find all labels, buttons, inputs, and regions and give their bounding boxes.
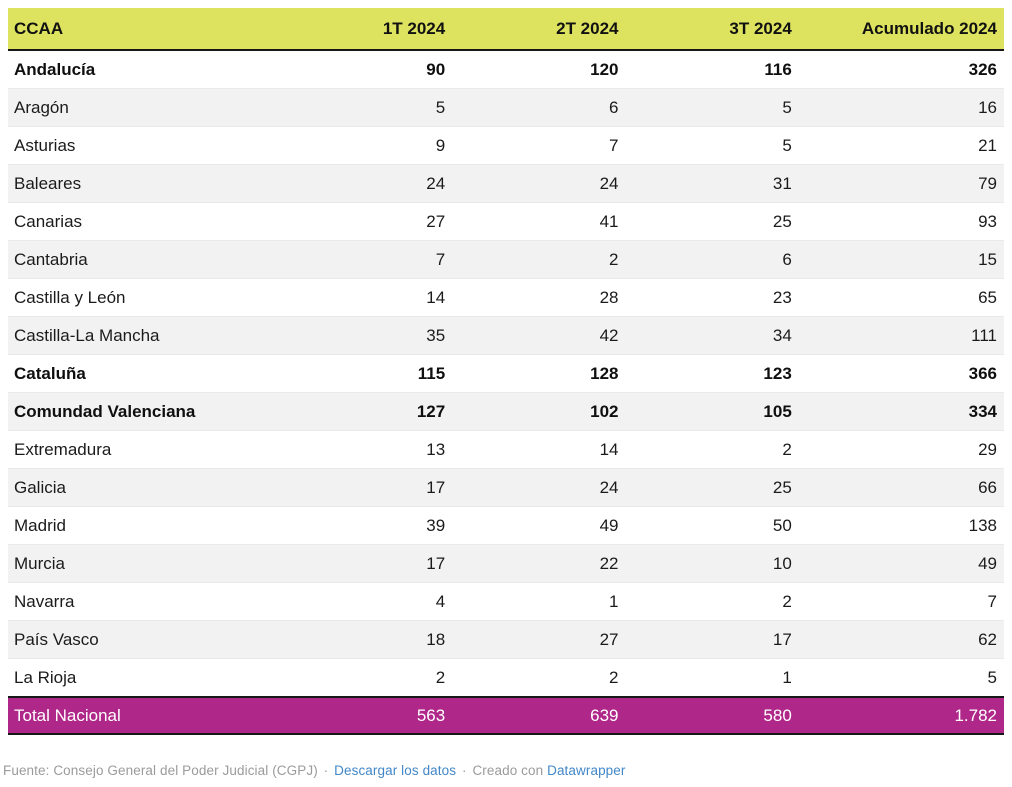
- ccaa-cell: Canarias: [8, 203, 279, 241]
- value-cell: 24: [452, 165, 625, 203]
- value-cell: 13: [279, 431, 452, 469]
- value-cell: 41: [452, 203, 625, 241]
- value-cell: 34: [626, 317, 799, 355]
- table-row: [8, 89, 1004, 127]
- table-row: [8, 355, 1004, 393]
- ccaa-cell: Castilla-La Mancha: [8, 317, 279, 355]
- ccaa-cell: Baleares: [8, 165, 279, 203]
- ccaa-cell: Cantabria: [8, 241, 279, 279]
- value-cell: 334: [799, 393, 1004, 431]
- value-cell: 366: [799, 355, 1004, 393]
- value-cell: 31: [626, 165, 799, 203]
- value-cell: 6: [452, 89, 625, 127]
- table-row: [8, 127, 1004, 165]
- ccaa-cell: Aragón: [8, 89, 279, 127]
- table-row: [8, 50, 1004, 89]
- column-header-acumulado: Acumulado 2024: [799, 8, 1004, 50]
- value-cell: 66: [799, 469, 1004, 507]
- ccaa-cell: Madrid: [8, 507, 279, 545]
- ccaa-cell: Galicia: [8, 469, 279, 507]
- value-cell: 21: [799, 127, 1004, 165]
- download-data-link[interactable]: Descargar los datos: [334, 763, 457, 778]
- header-row: [8, 8, 1004, 50]
- value-cell: 111: [799, 317, 1004, 355]
- footer-separator: ·: [461, 763, 467, 778]
- value-cell: 5: [626, 127, 799, 165]
- table-row: [8, 393, 1004, 431]
- total-value-cell: 580: [626, 697, 799, 734]
- ccaa-cell: Asturias: [8, 127, 279, 165]
- value-cell: 23: [626, 279, 799, 317]
- footer-separator: ·: [323, 763, 329, 778]
- value-cell: 7: [799, 583, 1004, 621]
- value-cell: 17: [279, 469, 452, 507]
- total-value-cell: 639: [452, 697, 625, 734]
- value-cell: 6: [626, 241, 799, 279]
- value-cell: 1: [452, 583, 625, 621]
- value-cell: 65: [799, 279, 1004, 317]
- value-cell: 2: [452, 241, 625, 279]
- table-row: [8, 469, 1004, 507]
- value-cell: 22: [452, 545, 625, 583]
- value-cell: 24: [279, 165, 452, 203]
- value-cell: 5: [279, 89, 452, 127]
- value-cell: 4: [279, 583, 452, 621]
- column-header-1t-2024: 1T 2024: [279, 8, 452, 50]
- column-header-2t-2024: 2T 2024: [452, 8, 625, 50]
- value-cell: 18: [279, 621, 452, 659]
- value-cell: 14: [279, 279, 452, 317]
- value-cell: 105: [626, 393, 799, 431]
- value-cell: 120: [590, 59, 619, 79]
- ccaa-cell: Navarra: [8, 583, 279, 621]
- table-row: [8, 507, 1004, 545]
- table-row: [8, 241, 1004, 279]
- value-cell: 35: [279, 317, 452, 355]
- column-header-ccaa: CCAA: [8, 8, 279, 50]
- datawrapper-link[interactable]: Datawrapper: [547, 763, 626, 778]
- value-cell: 326: [968, 59, 997, 79]
- table-row: [8, 317, 1004, 355]
- value-cell: 127: [279, 393, 452, 431]
- value-cell: 25: [626, 469, 799, 507]
- value-cell: 7: [452, 127, 625, 165]
- ccaa-cell: Comundad Valenciana: [8, 393, 279, 431]
- column-header-3t-2024: 3T 2024: [626, 8, 799, 50]
- table-row: [8, 431, 1004, 469]
- value-cell: 49: [452, 507, 625, 545]
- value-cell: 9: [279, 127, 452, 165]
- footer: [3, 763, 1004, 778]
- value-cell: 28: [452, 279, 625, 317]
- ccaa-cell: Castilla y León: [8, 279, 279, 317]
- value-cell: 2: [279, 659, 452, 698]
- table-row: [8, 583, 1004, 621]
- value-cell: 24: [452, 469, 625, 507]
- value-cell: 79: [799, 165, 1004, 203]
- source-text: Fuente: Consejo General del Poder Judicial (CGPJ): [3, 763, 318, 778]
- ccaa-cell: Cataluña: [8, 355, 279, 393]
- ccaa-quarterly-table: [8, 8, 1004, 735]
- created-with-text: Creado con: [472, 763, 544, 778]
- value-cell: 138: [799, 507, 1004, 545]
- total-row: [8, 697, 1004, 734]
- value-cell: 10: [626, 545, 799, 583]
- value-cell: 15: [799, 241, 1004, 279]
- value-cell: 27: [279, 203, 452, 241]
- value-cell: 90: [426, 59, 446, 79]
- total-value-cell: 1.782: [799, 697, 1004, 734]
- value-cell: 25: [626, 203, 799, 241]
- table-row: [8, 545, 1004, 583]
- ccaa-cell: Andalucía: [14, 59, 96, 79]
- value-cell: 17: [626, 621, 799, 659]
- value-cell: 5: [626, 89, 799, 127]
- value-cell: 50: [626, 507, 799, 545]
- table-row: [8, 621, 1004, 659]
- table-row: [8, 659, 1004, 698]
- value-cell: 123: [626, 355, 799, 393]
- value-cell: 1: [626, 659, 799, 698]
- value-cell: 42: [452, 317, 625, 355]
- ccaa-cell: Murcia: [8, 545, 279, 583]
- value-cell: 7: [279, 241, 452, 279]
- value-cell: 116: [764, 59, 792, 79]
- ccaa-cell: La Rioja: [8, 659, 279, 698]
- total-value-cell: 563: [279, 697, 452, 734]
- value-cell: 115: [279, 355, 452, 393]
- value-cell: 5: [799, 659, 1004, 698]
- value-cell: 29: [799, 431, 1004, 469]
- value-cell: 39: [279, 507, 452, 545]
- value-cell: 2: [452, 659, 625, 698]
- value-cell: 27: [452, 621, 625, 659]
- value-cell: 14: [452, 431, 625, 469]
- table-row: [8, 203, 1004, 241]
- value-cell: 93: [799, 203, 1004, 241]
- total-label-cell: Total Nacional: [8, 697, 279, 734]
- table-row: [8, 165, 1004, 203]
- value-cell: 128: [452, 355, 625, 393]
- value-cell: 17: [279, 545, 452, 583]
- value-cell: 49: [799, 545, 1004, 583]
- value-cell: 62: [799, 621, 1004, 659]
- value-cell: 16: [799, 89, 1004, 127]
- table-row: [8, 279, 1004, 317]
- table-body: [8, 50, 1004, 697]
- ccaa-cell: País Vasco: [8, 621, 279, 659]
- value-cell: 2: [626, 583, 799, 621]
- value-cell: 102: [452, 393, 625, 431]
- value-cell: 2: [626, 431, 799, 469]
- ccaa-cell: Extremadura: [8, 431, 279, 469]
